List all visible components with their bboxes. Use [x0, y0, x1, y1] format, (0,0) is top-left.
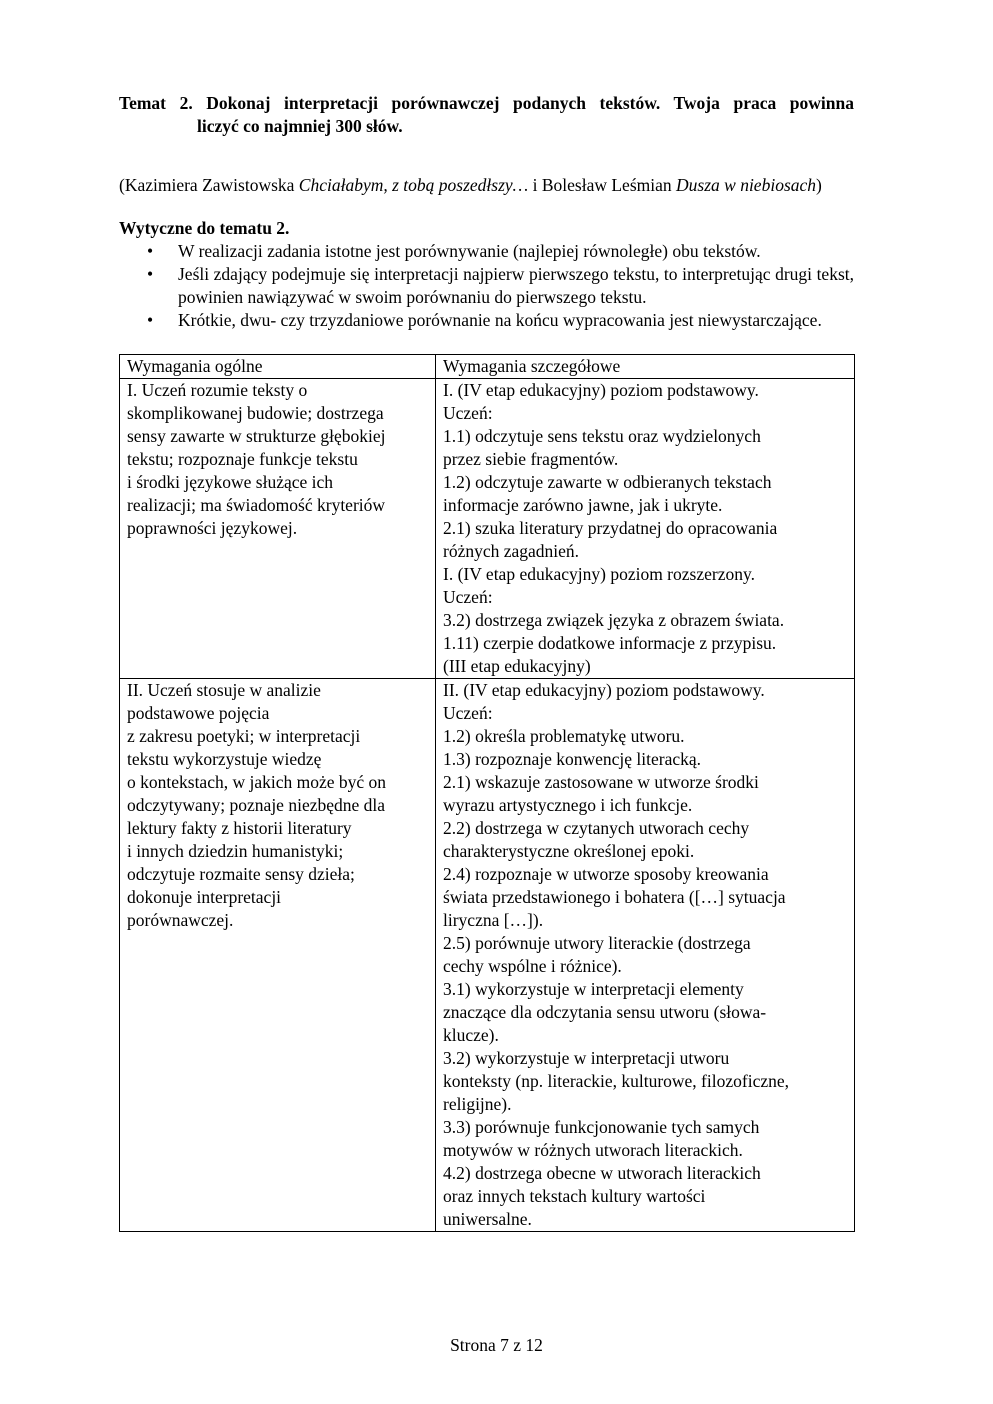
cell-line: poprawności językowej. — [127, 518, 298, 538]
cell-line: i innych dziedzin humanistyki; — [127, 841, 344, 861]
cell-line: 3.2) wykorzystuje w interpretacji utworu — [443, 1048, 730, 1068]
source-open: (Kazimiera Zawistowska — [119, 175, 299, 195]
guideline-text: W realizacji zadania istotne jest porównywanie (najlepiej równoległe) obu tekstów. — [178, 241, 761, 261]
page-number: Strona 7 z 12 — [450, 1335, 543, 1355]
cell-line: 1.11) czerpie dodatkowe informacje z przypisu. — [443, 633, 777, 653]
cell-line: porównawczej. — [127, 910, 234, 930]
guideline-item — [119, 309, 854, 332]
table-row — [120, 379, 855, 679]
guidelines-list — [119, 240, 854, 332]
source-texts — [119, 174, 854, 197]
cell-line: 2.1) wskazuje zastosowane w utworze środki — [443, 772, 759, 792]
bullet-icon: • — [147, 310, 154, 330]
cell-line: 1.2) określa problematykę utworu. — [443, 726, 685, 746]
cell-line: tekstu; rozpoznaje funkcje tekstu — [127, 449, 358, 469]
cell-line: II. (IV etap edukacyjny) poziom podstawowy. — [443, 680, 765, 700]
cell-line: II. Uczeń stosuje w analizie — [127, 680, 321, 700]
guidelines-title: Wytyczne do tematu 2. — [119, 218, 290, 238]
cell-line: 2.5) porównuje utwory literackie (dostrzega — [443, 933, 751, 953]
cell-line: motywów w różnych utworach literackich. — [443, 1140, 743, 1160]
cell-line: 3.2) dostrzega związek języka z obrazem świata. — [443, 610, 785, 630]
cell-line: 4.2) dostrzega obecne w utworach literackich — [443, 1163, 761, 1183]
bullet-icon: • — [147, 264, 154, 284]
bullet-icon: • — [147, 241, 154, 261]
guideline-text: Krótkie, dwu- czy trzyzdaniowe porównanie na końcu wypracowania jest niewystarczające. — [178, 310, 822, 330]
detailed-cell — [436, 379, 855, 679]
cell-line: konteksty (np. literackie, kulturowe, filozoficzne, — [443, 1071, 789, 1091]
cell-line: sensy zawarte w strukturze głębokiej — [127, 426, 386, 446]
cell-line: I. Uczeń rozumie teksty o — [127, 380, 308, 400]
general-cell — [120, 379, 436, 679]
table-row — [120, 679, 855, 1232]
general-cell — [120, 679, 436, 1232]
cell-line: wyrazu artystycznego i ich funkcje. — [443, 795, 693, 815]
cell-line: tekstu wykorzystuje wiedzę — [127, 749, 322, 769]
cell-line: podstawowe pojęcia — [127, 703, 270, 723]
cell-line: 2.4) rozpoznaje w utworze sposoby kreowania — [443, 864, 769, 884]
cell-line: 1.1) odczytuje sens tekstu oraz wydzielonych — [443, 426, 761, 446]
cell-line: religijne). — [443, 1094, 512, 1114]
cell-line: Uczeń: — [443, 587, 493, 607]
cell-line: (III etap edukacyjny) — [443, 656, 591, 676]
cell-line: i środki językowe służące ich — [127, 472, 334, 492]
cell-line: świata przedstawionego i bohatera ([…] sytuacja — [443, 887, 786, 907]
source-title-1: Chciałabym, z tobą poszedłszy… — [298, 175, 529, 195]
cell-line: oraz innych tekstach kultury wartości — [443, 1186, 706, 1206]
cell-line: lektury fakty z historii literatury — [127, 818, 352, 838]
cell-line: charakterystyczne określonej epoki. — [443, 841, 695, 861]
header-general: Wymagania ogólne — [120, 355, 436, 379]
header-detailed: Wymagania szczegółowe — [436, 355, 855, 379]
table-header-row — [120, 355, 855, 379]
cell-line: 2.1) szuka literatury przydatnej do opracowania — [443, 518, 778, 538]
document-page — [119, 92, 854, 1232]
guideline-item — [119, 240, 854, 263]
cell-line: 1.2) odczytuje zawarte w odbieranych tekstach — [443, 472, 772, 492]
cell-line: Uczeń: — [443, 403, 493, 423]
cell-line: Uczeń: — [443, 703, 493, 723]
requirements-table — [119, 354, 855, 1232]
source-title-2: Dusza w niebiosach — [676, 175, 817, 195]
cell-line: 3.3) porównuje funkcjonowanie tych samych — [443, 1117, 760, 1137]
source-middle: i Bolesław Leśmian — [528, 175, 677, 195]
cell-line: I. (IV etap edukacyjny) poziom rozszerzony. — [443, 564, 755, 584]
cell-line: z zakresu poetyki; w interpretacji — [127, 726, 361, 746]
cell-line: znaczące dla odczytania sensu utworu (słowa- — [443, 1002, 767, 1022]
cell-line: uniwersalne. — [443, 1209, 532, 1229]
source-close: ) — [816, 175, 822, 195]
cell-line: informacje zarówno jawne, jak i ukryte. — [443, 495, 723, 515]
cell-line: liryczna […]). — [443, 910, 544, 930]
cell-line: 3.1) wykorzystuje w interpretacji elementy — [443, 979, 744, 999]
guideline-text: Jeśli zdający podejmuje się interpretacji najpierw pierwszego tekstu, to interpretując drugi tekst, powinien nawiązywać w swoim porównaniu do pierwszego tekstu. — [178, 264, 854, 307]
cell-line: różnych zagadnień. — [443, 541, 580, 561]
cell-line: 2.2) dostrzega w czytanych utworach cechy — [443, 818, 750, 838]
cell-line: cechy wspólne i różnice). — [443, 956, 622, 976]
topic-heading — [119, 92, 854, 138]
cell-line: 1.3) rozpoznaje konwencję literacką. — [443, 749, 701, 769]
cell-line: dokonuje interpretacji — [127, 887, 282, 907]
cell-line: odczytuje rozmaite sensy dzieła; — [127, 864, 355, 884]
cell-line: odczytywany; poznaje niezbędne dla — [127, 795, 386, 815]
cell-line: o kontekstach, w jakich może być on — [127, 772, 387, 792]
cell-line: klucze). — [443, 1025, 499, 1045]
topic-heading-line-2: liczyć co najmniej 300 słów. — [197, 116, 403, 136]
detailed-cell — [436, 679, 855, 1232]
cell-line: skomplikowanej budowie; dostrzega — [127, 403, 384, 423]
cell-line: przez siebie fragmentów. — [443, 449, 619, 469]
cell-line: realizacji; ma świadomość kryteriów — [127, 495, 386, 515]
cell-line: I. (IV etap edukacyjny) poziom podstawowy. — [443, 380, 759, 400]
topic-heading-line-1: Temat 2. Dokonaj interpretacji porównawczej podanych tekstów. Twoja praca powinna — [119, 93, 854, 113]
guideline-item — [119, 263, 854, 309]
